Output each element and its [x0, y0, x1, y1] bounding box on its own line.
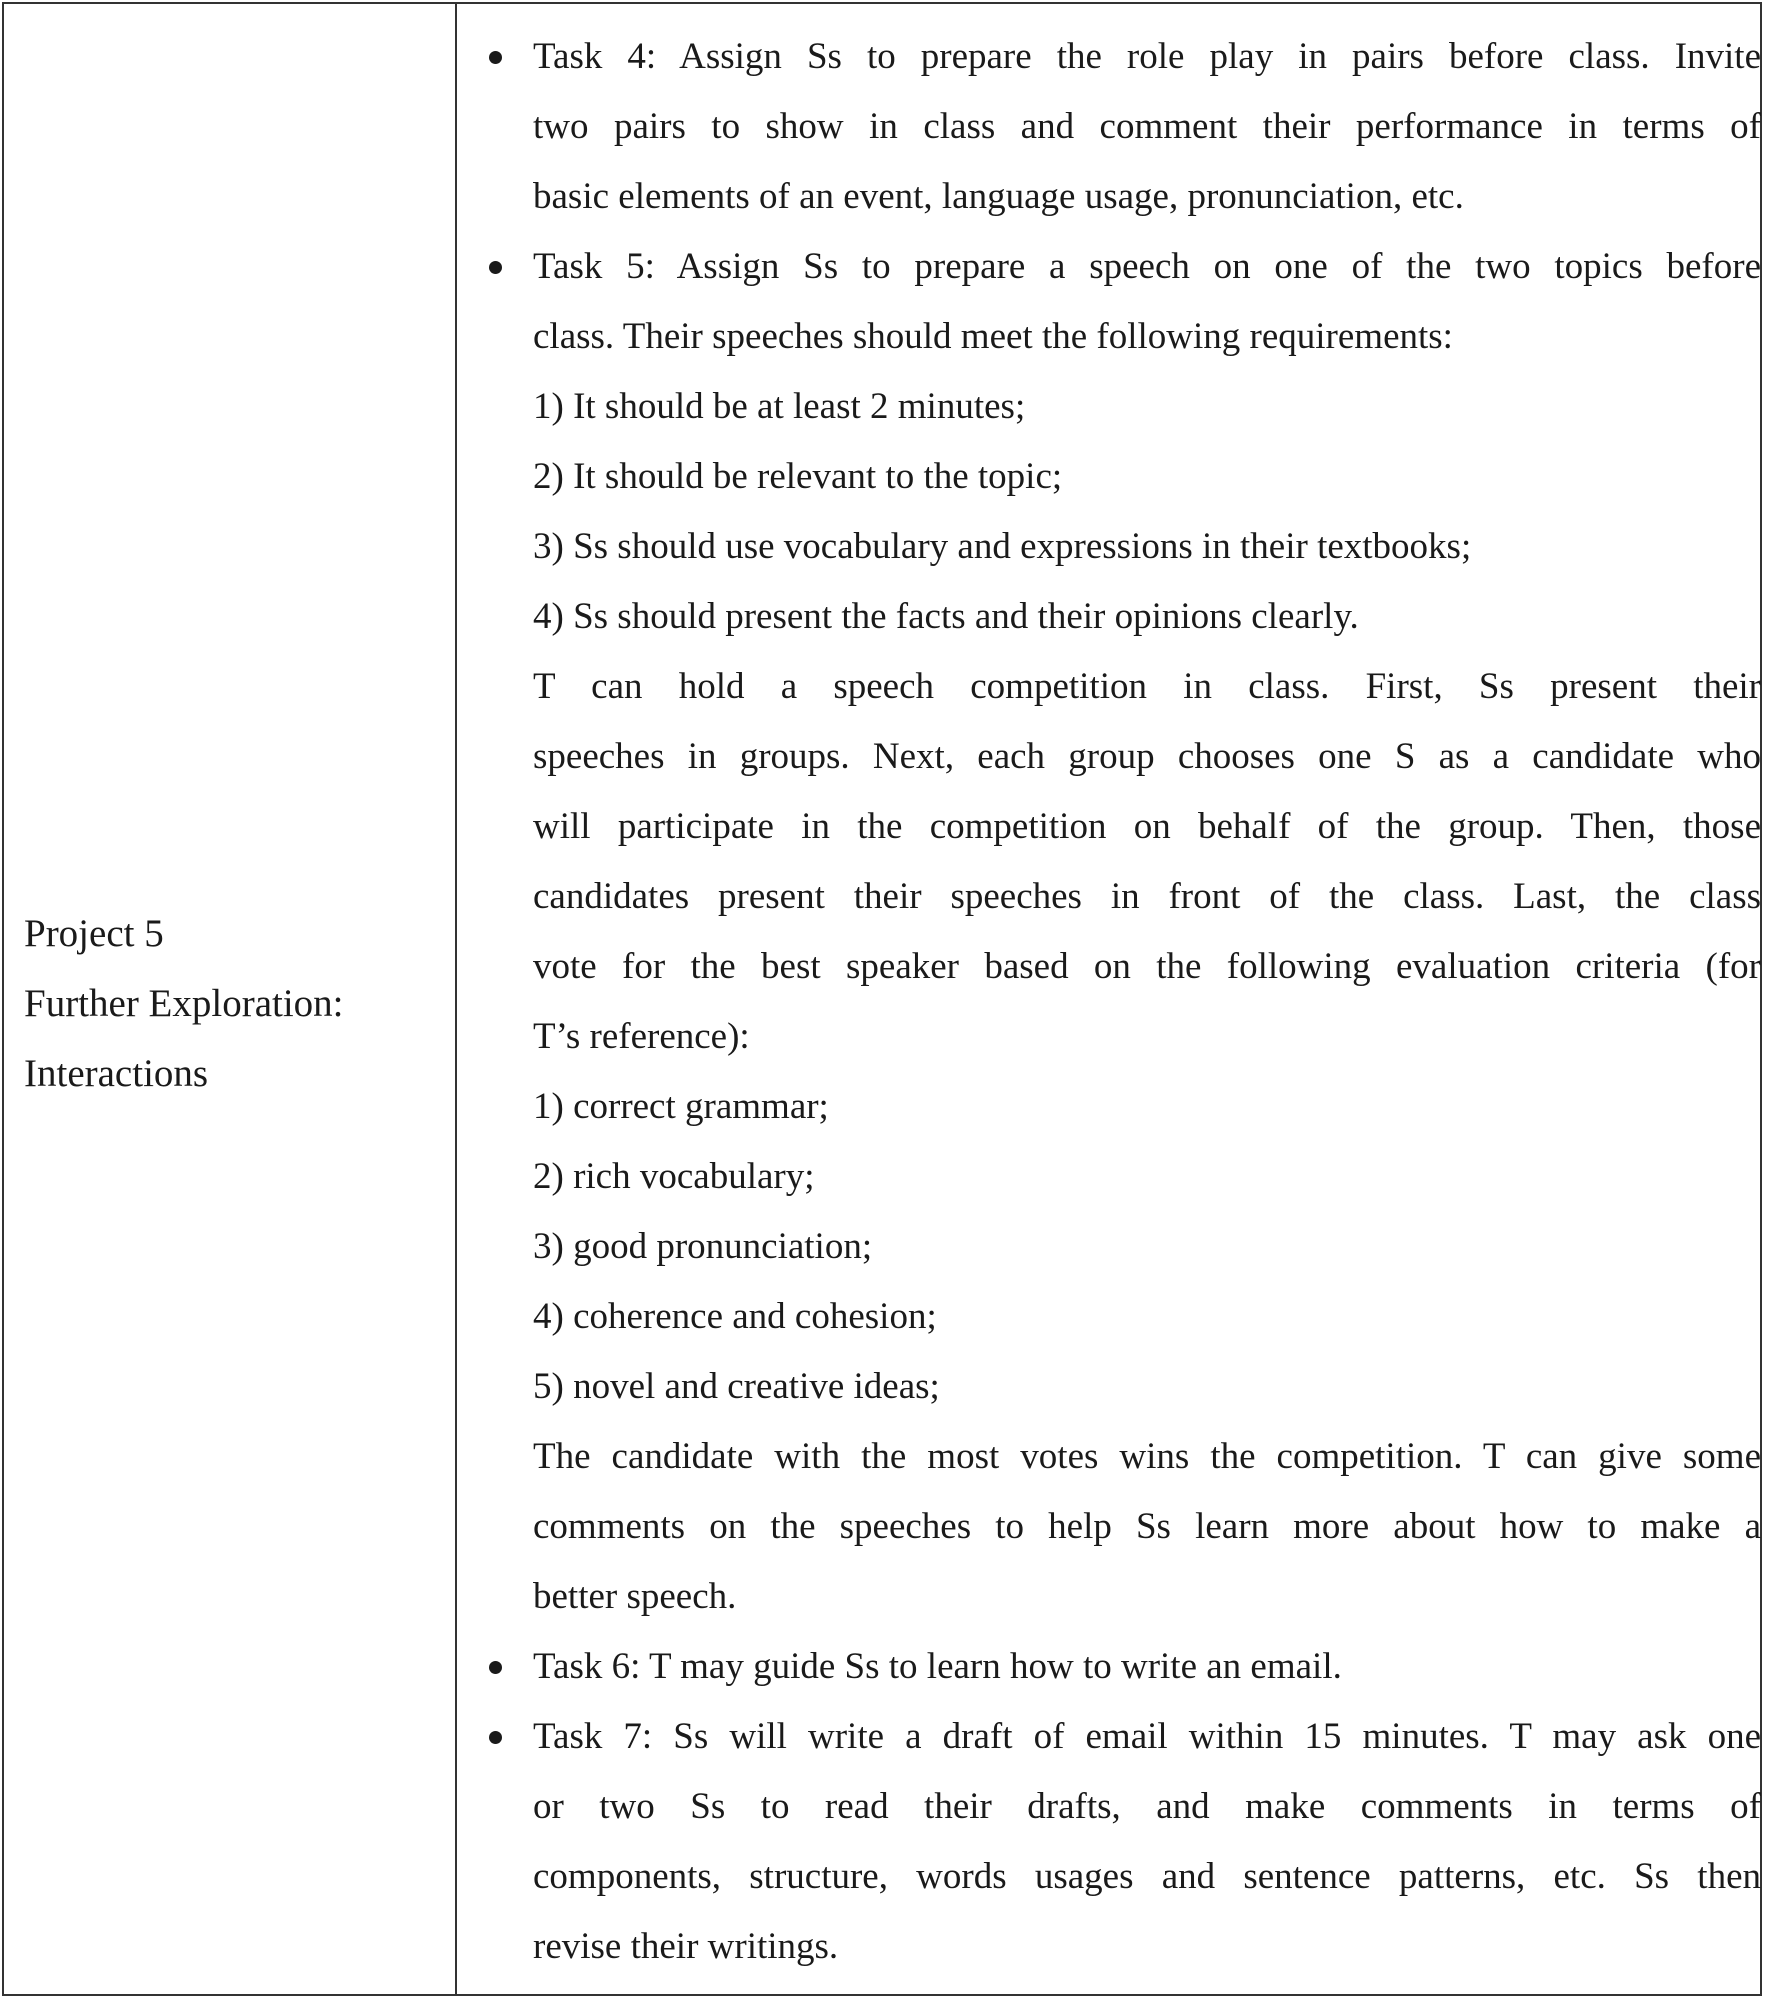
text-line: [533, 1282, 1761, 1352]
project-number: Project 5: [24, 912, 164, 955]
bullet-item-line: [533, 1632, 1761, 1702]
line-text: 1) correct grammar;: [533, 1086, 829, 1127]
text-line: [533, 932, 1761, 1002]
task-description-cell: [457, 4, 1760, 1994]
line-text: 3) Ss should use vocabulary and expressions in their textbooks;: [533, 526, 1472, 567]
text-line: [533, 582, 1761, 652]
text-line: [533, 1912, 1761, 1982]
line-text: will participate in the competition on behalf of the group. Then, those: [533, 806, 1761, 847]
text-line: [533, 792, 1761, 862]
text-line: [533, 652, 1761, 722]
line-text: Task 5: Assign Ss to prepare a speech on one of the two topics before: [533, 246, 1761, 287]
line-text: 3) good pronunciation;: [533, 1226, 873, 1267]
text-line: [533, 1002, 1761, 1072]
bullet-icon: [489, 51, 502, 64]
line-text: components, structure, words usages and sentence patterns, etc. Ss then: [533, 1856, 1761, 1897]
line-text: 2) rich vocabulary;: [533, 1156, 815, 1197]
line-text: 4) coherence and cohesion;: [533, 1296, 937, 1337]
project-label-cell: [4, 4, 457, 1994]
text-line: [533, 302, 1761, 372]
bullet-icon: [489, 1731, 502, 1744]
text-line: [533, 512, 1761, 582]
line-text: two pairs to show in class and comment their performance in terms of: [533, 106, 1761, 147]
line-text: Task 4: Assign Ss to prepare the role play in pairs before class. Invite: [533, 36, 1761, 77]
text-line: [533, 1212, 1761, 1282]
line-text: Task 6: T may guide Ss to learn how to write an email.: [533, 1646, 1342, 1687]
line-text: 4) Ss should present the facts and their opinions clearly.: [533, 596, 1359, 637]
line-text: T can hold a speech competition in class. First, Ss present their: [533, 666, 1761, 707]
text-line: [533, 1842, 1761, 1912]
text-line: [533, 862, 1761, 932]
bullet-icon: [489, 261, 502, 274]
text-line: [533, 722, 1761, 792]
line-text: speeches in groups. Next, each group chooses one S as a candidate who: [533, 736, 1761, 777]
line-text: revise their writings.: [533, 1926, 839, 1967]
bullet-item-line: [533, 1702, 1761, 1772]
line-text: The candidate with the most votes wins the competition. T can give some: [533, 1436, 1761, 1477]
bullet-icon: [489, 1661, 502, 1674]
text-line: [533, 1352, 1761, 1422]
project-label: [24, 899, 344, 1109]
lesson-plan-table: [2, 2, 1762, 1996]
text-line: [533, 442, 1761, 512]
line-text: Task 7: Ss will write a draft of email within 15 minutes. T may ask one: [533, 1716, 1761, 1757]
text-line: [533, 1422, 1761, 1492]
line-text: candidates present their speeches in front of the class. Last, the class: [533, 876, 1761, 917]
text-line: [533, 92, 1761, 162]
text-line: [533, 162, 1761, 232]
bullet-item-line: [533, 232, 1761, 302]
project-subsection: Interactions: [24, 1052, 209, 1095]
text-line: [533, 1772, 1761, 1842]
line-text: or two Ss to read their drafts, and make comments in terms of: [533, 1786, 1761, 1827]
text-line: [533, 1562, 1761, 1632]
line-text: 1) It should be at least 2 minutes;: [533, 386, 1026, 427]
text-line: [533, 1492, 1761, 1562]
project-section: Further Exploration:: [24, 982, 344, 1025]
line-text: better speech.: [533, 1576, 737, 1617]
task-content: [533, 22, 1761, 1982]
line-text: comments on the speeches to help Ss learn more about how to make a: [533, 1506, 1761, 1547]
line-text: class. Their speeches should meet the following requirements:: [533, 316, 1453, 357]
bullet-item-line: [533, 22, 1761, 92]
text-line: [533, 1072, 1761, 1142]
line-text: basic elements of an event, language usage, pronunciation, etc.: [533, 176, 1464, 217]
line-text: vote for the best speaker based on the following evaluation criteria (for: [533, 946, 1761, 987]
text-line: [533, 1142, 1761, 1212]
line-text: T’s reference):: [533, 1016, 750, 1057]
line-text: 5) novel and creative ideas;: [533, 1366, 940, 1407]
text-line: [533, 372, 1761, 442]
line-text: 2) It should be relevant to the topic;: [533, 456, 1063, 497]
